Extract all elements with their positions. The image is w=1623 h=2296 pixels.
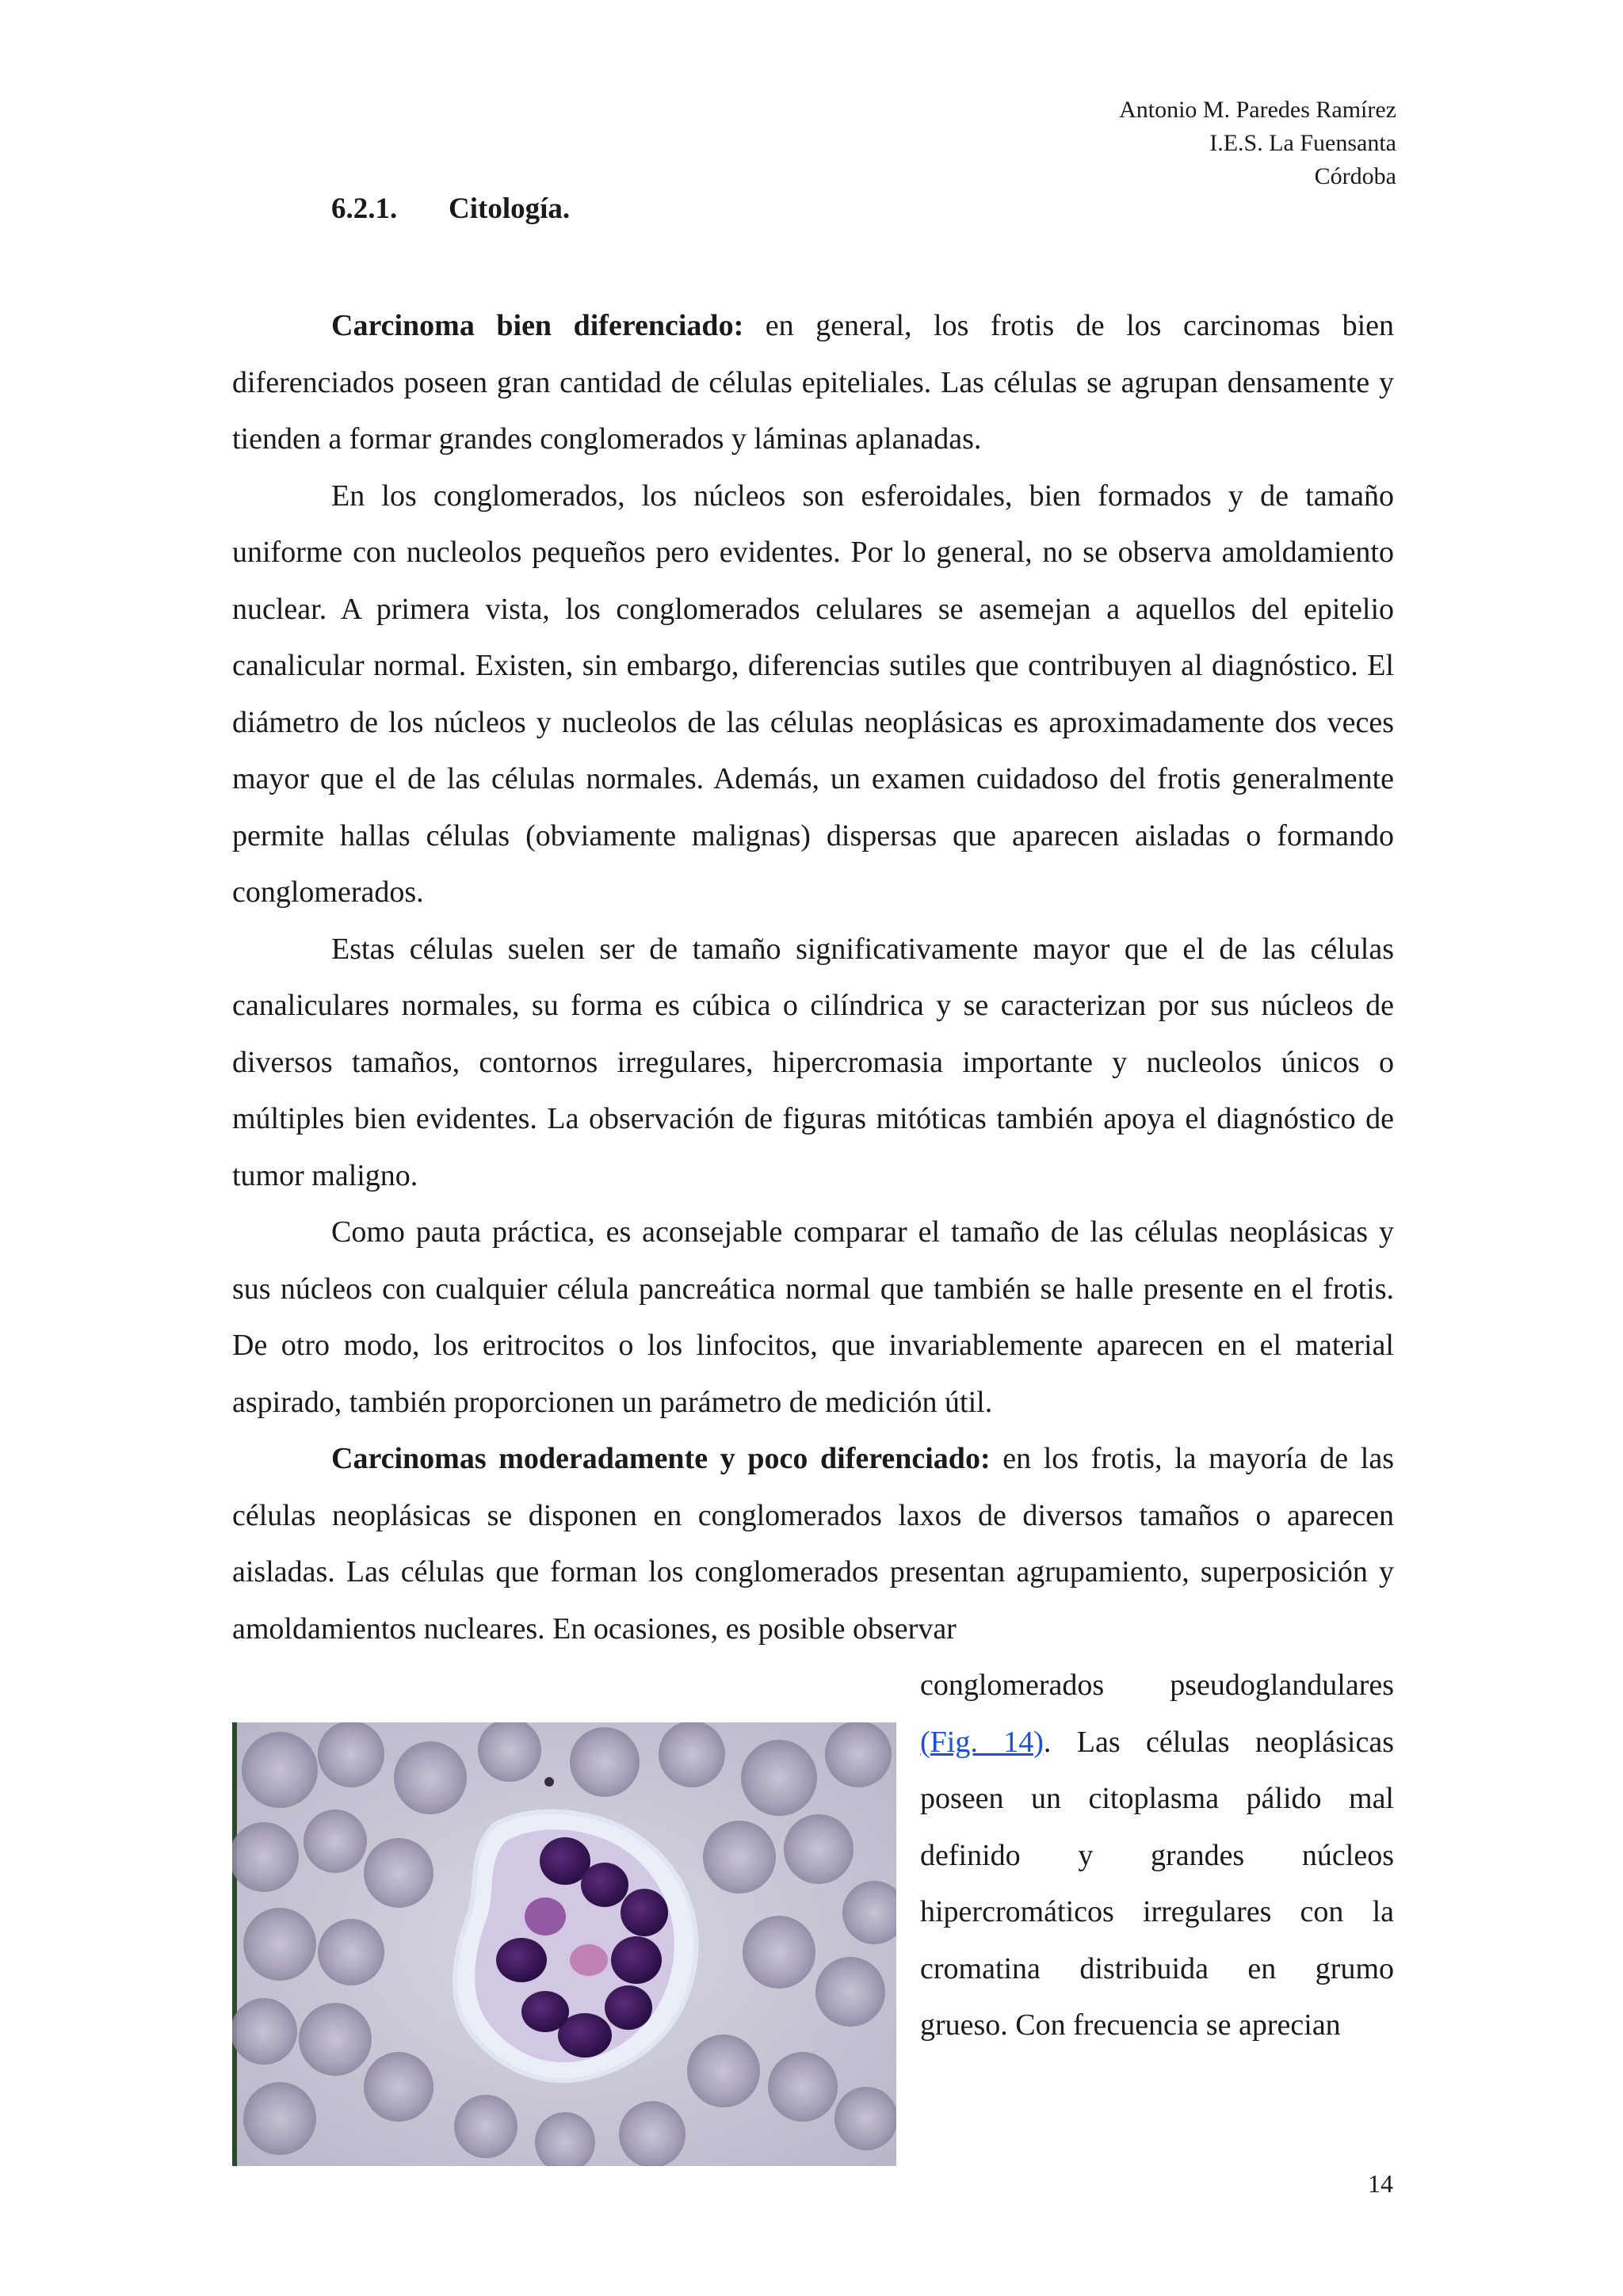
page-header — [1119, 93, 1396, 193]
header-city: Córdoba — [1314, 163, 1396, 189]
paragraph-5-text: en los frotis, la mayoría de las células neoplásicas se disponen en conglomerados laxos de diversos tamaños o aparecen aisladas. Las células que forman los conglomerados presentan agrupamiento, superposición y amoldamientos nucleares. En ocasiones, es posible observar — [232, 1442, 1394, 1646]
figure-wrap-text — [920, 1657, 1394, 2054]
paragraph-4: Como pauta práctica, es aconsejable comparar el tamaño de las células neoplásicas y sus núcleos con cualquier célula pancreática normal que también se halle presente en el frotis. De otro modo, los eritrocitos o los linfocitos, que invariablemente aparecen en el material aspirado, también proporcionen un parámetro de medición útil. — [232, 1215, 1394, 1419]
section-number: 6.2.1. — [331, 193, 398, 225]
body-text — [232, 298, 1394, 2166]
figure-14-link[interactable]: (Fig. 14) — [920, 1725, 1044, 1759]
header-author: Antonio M. Paredes Ramírez — [1119, 97, 1396, 123]
paragraph-1-lead: Carcinoma bien diferenciado: — [331, 309, 744, 342]
paragraph-5 — [232, 1431, 1394, 1657]
section-title: Citología. — [449, 193, 571, 225]
wrap-text-1: conglomerados pseudoglandulares — [920, 1669, 1394, 1702]
section-heading — [331, 192, 570, 226]
figure-wrap-block — [232, 1657, 1394, 2054]
paragraph-1-text: en general, los frotis de los carcinomas bien diferenciados poseen gran cantidad de células epiteliales. Las células se agrupan densamente y tienden a formar grandes conglomerados y láminas aplanadas. — [232, 309, 1394, 456]
paragraph-3: Estas células suelen ser de tamaño significativamente mayor que el de las células canaliculares normales, su forma es cúbica o cilíndrica y se caracterizan por sus núcleos de diversos tamaños, contornos irregulares, hipercromasia importante y nucleolos únicos o múltiples bien evidentes. La observación de figuras mitóticas también apoya el diagnóstico de tumor maligno. — [232, 932, 1394, 1192]
micrograph-image — [232, 1722, 896, 2166]
paragraph-1 — [232, 298, 1394, 468]
wrap-text-2: . Las células neoplásicas poseen un citoplasma pálido mal definido y grandes núcleos hipercromáticos irregulares con la cromatina distribuida en grumo grueso. Con frecuencia se aprecian — [920, 1725, 1395, 2042]
paragraph-2: En los conglomerados, los núcleos son esferoidales, bien formados y de tamaño uniforme con nucleolos pequeños pero evidentes. Por lo general, no se observa amoldamiento nuclear. A primera vista, los conglomerados celulares se asemejan a aquellos del epitelio canalicular normal. Existen, sin embargo, diferencias sutiles que contribuyen al diagnóstico. El diámetro de los núcleos y nucleolos de las células neoplásicas es aproximadamente dos veces mayor que el de las células normales. Además, un examen cuidadoso del frotis generalmente permite hallas células (obviamente malignas) dispersas que aparecen aisladas o formando conglomerados. — [232, 479, 1394, 909]
paragraph-5-lead: Carcinomas moderadamente y poco diferenciado: — [331, 1442, 991, 1475]
page-number: 14 — [1368, 2169, 1393, 2198]
micrograph-svg — [232, 1722, 896, 2166]
header-institution: I.E.S. La Fuensanta — [1209, 130, 1396, 156]
